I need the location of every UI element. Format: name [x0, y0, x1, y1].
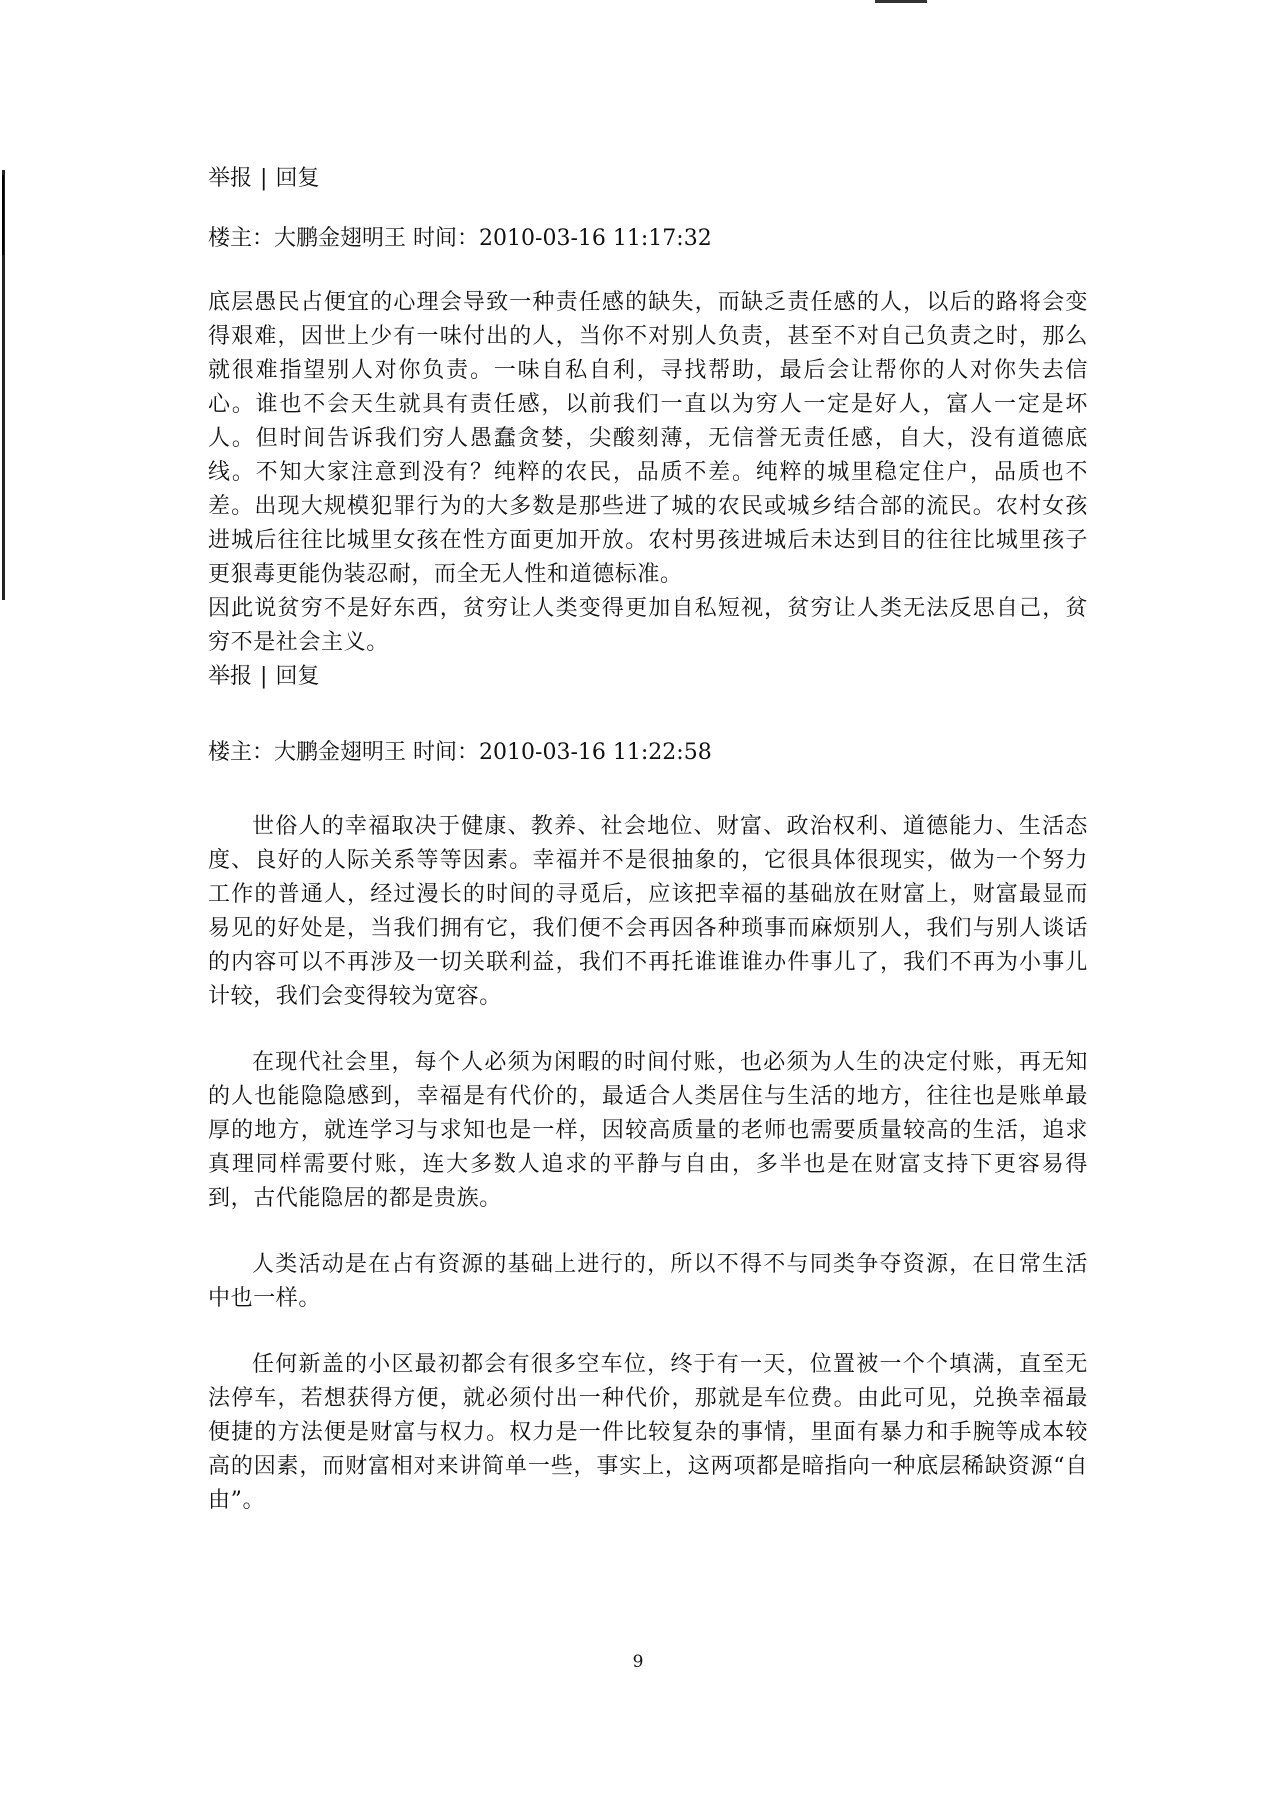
post-time: 2010-03-16 11:22:58	[479, 740, 712, 765]
action-separator: |	[260, 664, 268, 689]
post-paragraph: 人类活动是在占有资源的基础上进行的，所以不得不与同类争夺资源，在日常生活中也一样。	[208, 1252, 1088, 1311]
post-header	[208, 736, 1088, 770]
author-prefix: 楼主：	[208, 740, 275, 765]
post-paragraph: 底层愚民占便宜的心理会导致一种责任感的缺失，而缺乏责任感的人，以后的路将会变得艰难，因世上少有一味付出的人，当你不对别人负责，甚至不对自己负责之时，那么就很难指望别人对你负责。一味自私自利，寻找帮助，最后会让帮你的人对你失去信心。谁也不会天生就具有责任感，以前我们一直以为穷人一定是好人，富人一定是坏人。但时间告诉我们穷人愚蠢贪婪，尖酸刻薄，无信誉无责任感，自大，没有道德底线。不知大家注意到没有？纯粹的农民，品质不差。纯粹的城里稳定住户，品质也不差。出现大规模犯罪行为的大多数是那些进了城的农民或城乡结合部的流民。农村女孩进城后往往比城里女孩在性方面更加开放。农村男孩进城后未达到目的往往比城里孩子更狠毒更能伪装忍耐，而全无人性和道德标准。	[208, 290, 1088, 587]
report-link[interactable]: 举报	[208, 664, 253, 689]
reply-link[interactable]: 回复	[275, 166, 320, 191]
author-name: 大鹏金翅明王	[274, 226, 407, 251]
post-paragraph: 在现代社会里，每个人必须为闲暇的时间付账，也必须为人生的决定付账，再无知的人也能隐隐感到，幸福是有代价的，最适合人类居住与生活的地方，往往也是账单最厚的地方，就连学习与求知也是一样，因较高质量的老师也需要质量较高的生活，追求真理同样需要付账，连大多数人追求的平静与自由，多半也是在财富支持下更容易得到，古代能隐居的都是贵族。	[208, 1050, 1088, 1211]
author-prefix: 楼主：	[208, 226, 275, 251]
post-time: 2010-03-16 11:17:32	[479, 226, 712, 251]
post-body	[208, 810, 1088, 1518]
post-paragraph: 因此说贫穷不是好东西，贫穷让人类变得更加自私短视，贫穷让人类无法反思自己，贫穷不是社会主义。	[208, 596, 1088, 655]
post-paragraph: 任何新盖的小区最初都会有很多空车位，终于有一天，位置被一个个填满，直至无法停车，若想获得方便，就必须付出一种代价，那就是车位费。由此可见，兑换幸福最便捷的方法便是财富与权力。权力是一件比较复杂的事情，里面有暴力和手腕等成本较高的因素，而财富相对来讲简单一些，事实上，这两项都是暗指向一种底层稀缺资源“自由”。	[208, 1352, 1088, 1513]
report-link[interactable]: 举报	[208, 166, 253, 191]
page-number: 9	[632, 1652, 644, 1672]
time-prefix: 时间：	[413, 226, 480, 251]
post-body	[208, 286, 1088, 660]
time-prefix: 时间：	[413, 740, 480, 765]
post-actions-top	[208, 162, 1088, 196]
scan-artifact-left-dark	[2, 175, 4, 255]
post-actions	[208, 660, 1088, 694]
post-paragraph: 世俗人的幸福取决于健康、教养、社会地位、财富、政治权利、道德能力、生活态度、良好的人际关系等等因素。幸福并不是很抽象的，它很具体很现实，做为一个努力工作的普通人，经过漫长的时间的寻觅后，应该把幸福的基础放在财富上，财富最显而易见的好处是，当我们拥有它，我们便不会再因各种琐事而麻烦别人，我们与别人谈话的内容可以不再涉及一切关联利益，我们不再托谁谁谁办件事儿了，我们不再为小事儿计较，我们会变得较为宽容。	[208, 814, 1088, 1009]
document-page	[208, 160, 1088, 1518]
action-separator: |	[260, 166, 268, 191]
scan-artifact-top	[875, 0, 927, 3]
reply-link[interactable]: 回复	[275, 664, 320, 689]
post-header	[208, 222, 1088, 256]
author-name: 大鹏金翅明王	[274, 740, 407, 765]
